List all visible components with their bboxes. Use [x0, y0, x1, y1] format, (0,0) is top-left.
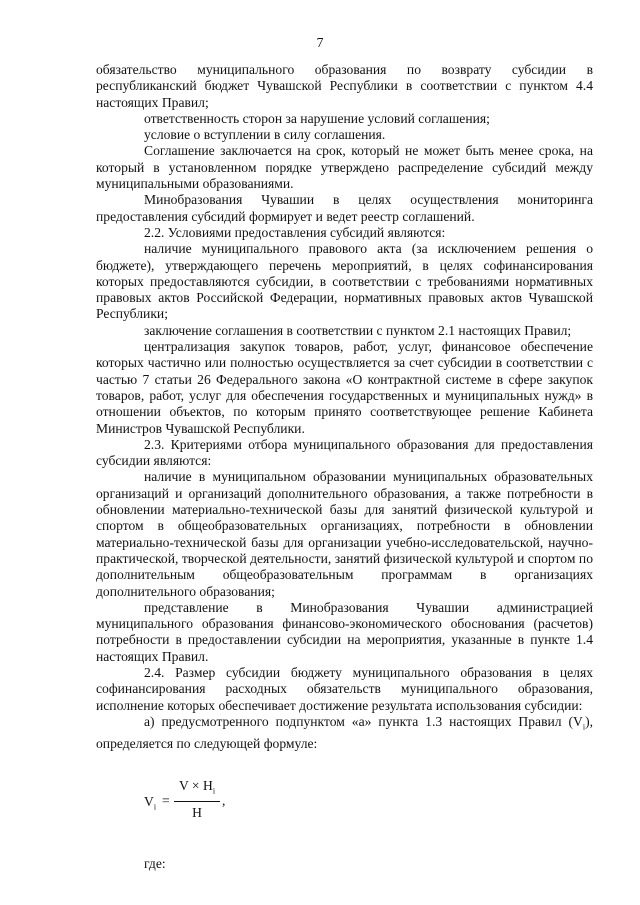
section-heading: 2.2. Условиями предоставления субсидий являются:: [144, 224, 446, 240]
formula-denominator: H: [192, 805, 202, 821]
paragraph: Соглашение заключается на срок, который не может быть менее срока, на который в установленном порядке утверждено распределение субсидий между муниципальными образованиями.: [96, 143, 593, 192]
paragraph: наличие в муниципальном образовании муниципальных образовательных организаций и организаций дополнительного образования, а также потребности в обновлении материально-технической базы для занятий физической культурой и спортом в общеобразовательных организациях, потребности в обновлении материально-технической базы для организации учебно-исследовательской, научно-практической, творческой деятельности, занятий физической культурой и спортом по дополнительным общеобразовательным программам в организациях дополнительного образования;: [96, 469, 593, 599]
paragraph: [96, 714, 593, 752]
section-heading: 2.4. Размер субсидии бюджету муниципального образования в целях софинансирования расходных обязательств муниципального образования, исполнение которых обеспечивает достижение результата использования субсидии:: [96, 664, 593, 713]
formula-equals: =: [162, 793, 170, 809]
formula-numerator: [174, 778, 220, 802]
formula: [144, 778, 593, 822]
formula-numerator-subscript: i: [212, 786, 216, 796]
subscript: i: [582, 722, 586, 732]
paragraph: условие о вступлении в силу соглашения.: [144, 127, 386, 143]
paragraph: заключение соглашения в соответствии с пунктом 2.1 настоящих Правил;: [144, 322, 572, 338]
formula-numerator-text: V × H: [178, 778, 213, 794]
document-body: [96, 62, 593, 872]
paragraph: Минобразования Чувашии в целях осуществления мониторинга предоставления субсидий формирует и ведет реестр соглашений.: [96, 192, 593, 224]
formula-lhs-subscript: i: [153, 802, 157, 812]
formula-comma: ,: [222, 793, 226, 809]
page-number: 7: [316, 35, 324, 50]
paragraph: обязательство муниципального образования по возврату субсидии в республиканский бюджет Чувашской Республики в соответствии с пунктом 4.4 настоящих Правил;: [96, 62, 593, 110]
paragraph: ответственность сторон за нарушение условий соглашения;: [144, 110, 490, 126]
section-heading: 2.3. Критериями отбора муниципального образования для предоставления субсидии являются:: [96, 436, 593, 469]
paragraph-part: а) предусмотренного подпунктом «а» пункта 1.3 настоящих Правил (V: [144, 713, 583, 729]
formula-lhs-symbol: V: [144, 794, 154, 810]
where-label: где:: [144, 856, 166, 872]
paragraph: централизация закупок товаров, работ, услуг, финансовое обеспечение которых частично или полностью осуществляется за счет субсидии в соответствии с частью 7 статьи 26 Федерального закона «О контрактной системе в сфере закупок товаров, работ, услуг для обеспечения государственных и муниципальных нужд» в отношении объектов, по которым принято соответствующее решение Кабинета Министров Чувашской Республики.: [96, 339, 593, 436]
paragraph: наличие муниципального правового акта (за исключением решения о бюджете), утверждающего перечень мероприятий, в целях софинансирования которых предоставляются субсидии, в соответствии с требованиями нормативных правовых актов Российской Федерации, нормативных правовых актов Чувашской Республики;: [96, 241, 593, 322]
formula-lhs: [144, 794, 156, 816]
formula-fraction: [174, 778, 220, 821]
paragraph: представление в Минобразования Чувашии администрацией муниципального образования финансово-экономического обоснования (расчетов) потребности в предоставлении субсидии на мероприятия, указанные в пункте 1.4 настоящих Правил.: [96, 599, 593, 664]
paragraph-part: ), определяется по следующей формуле:: [96, 713, 593, 751]
